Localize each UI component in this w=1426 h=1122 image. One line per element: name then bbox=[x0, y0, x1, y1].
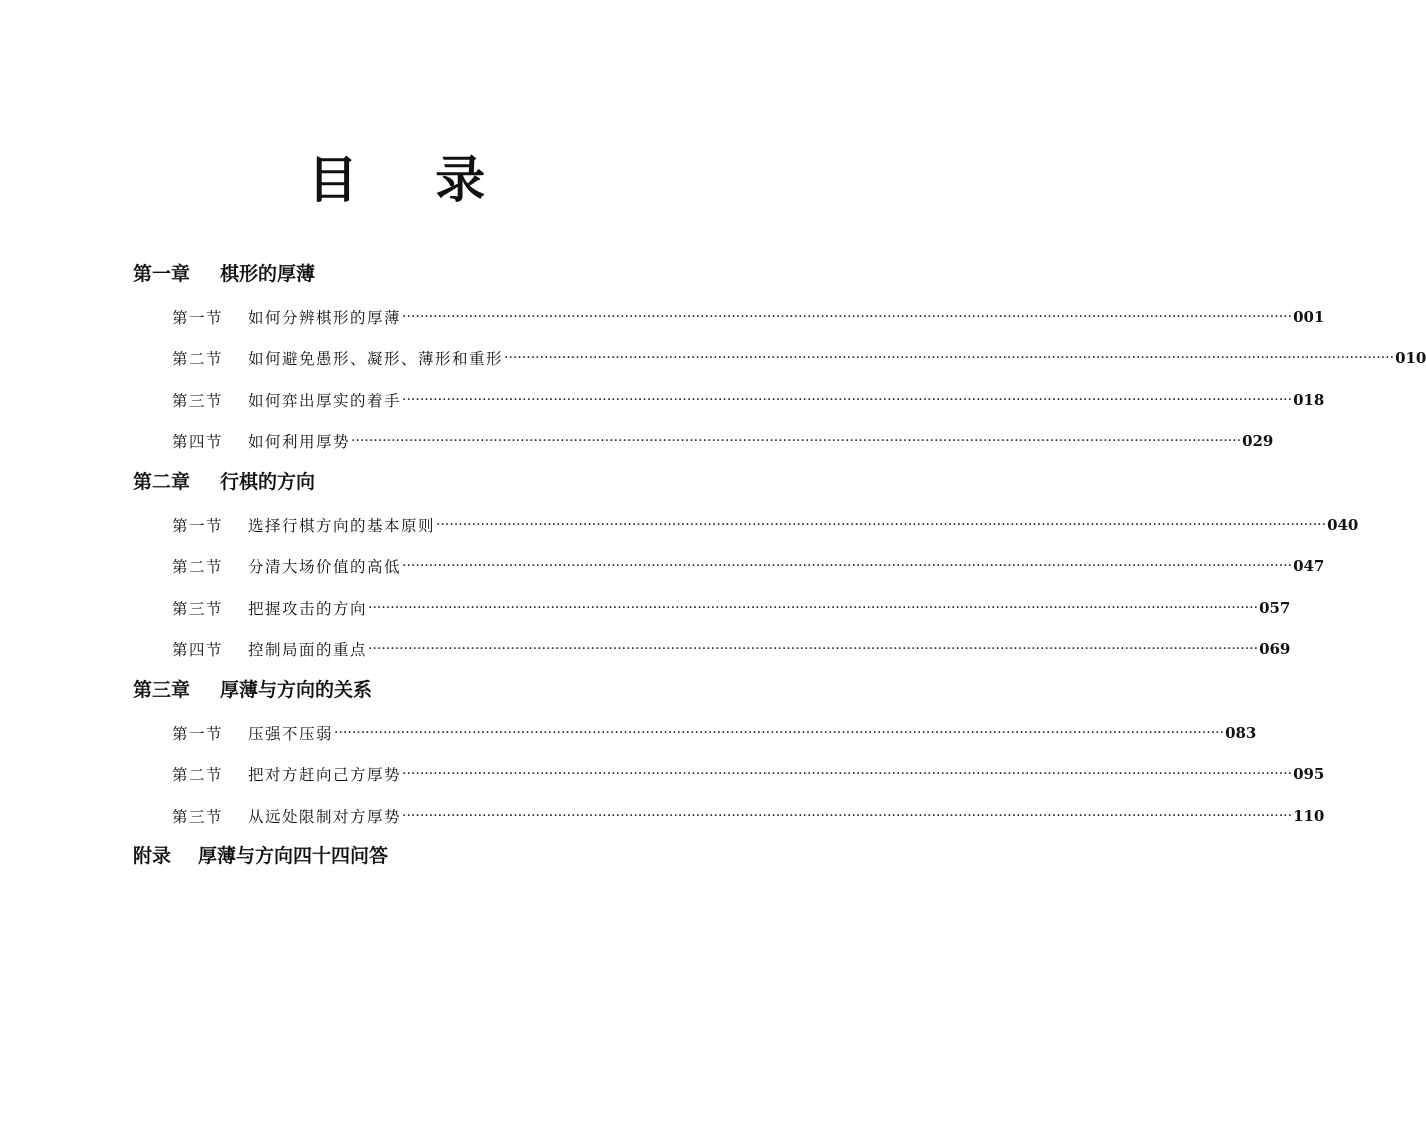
chapter-heading[interactable] bbox=[0, 670, 793, 706]
section-title: 从远处限制对方厚势 bbox=[248, 807, 402, 826]
section-title: 把握攻击的方向 bbox=[248, 599, 368, 618]
page-number: 095 bbox=[1293, 765, 1325, 784]
dot-leader: ········································································································································································································ bbox=[402, 391, 1293, 408]
toc-entry[interactable] bbox=[172, 379, 1325, 421]
toc-entry[interactable] bbox=[172, 629, 1291, 671]
section-title: 如何分辨棋形的厚薄 bbox=[248, 308, 402, 327]
page-number: 010 bbox=[1395, 349, 1426, 368]
dot-leader: ········································································································································································································ bbox=[351, 433, 1242, 450]
table-of-contents bbox=[0, 254, 1426, 879]
dot-leader: ········································································································································································································ bbox=[368, 641, 1259, 658]
page-number: 083 bbox=[1225, 723, 1257, 742]
section-number: 第四节 bbox=[172, 433, 224, 452]
toc-entry[interactable] bbox=[172, 795, 1325, 837]
appendix-heading[interactable] bbox=[0, 837, 793, 873]
dot-leader: ········································································································································································································ bbox=[402, 807, 1293, 824]
section-number: 第一节 bbox=[172, 516, 224, 535]
dot-leader: ········································································································································································································ bbox=[436, 516, 1327, 533]
page-number: 110 bbox=[1293, 806, 1325, 825]
toc-entry[interactable] bbox=[172, 546, 1325, 588]
toc-entry[interactable] bbox=[172, 712, 1257, 754]
chapter-title: 棋形的厚薄 bbox=[220, 262, 316, 285]
page-number: 029 bbox=[1242, 432, 1274, 451]
page-title: 目 录 bbox=[307, 150, 516, 209]
section-title: 选择行棋方向的基本原则 bbox=[248, 516, 436, 535]
section-number: 第二节 bbox=[172, 766, 224, 785]
chapter-heading[interactable] bbox=[0, 254, 793, 290]
chapter-heading[interactable] bbox=[0, 462, 793, 498]
chapter-title: 行棋的方向 bbox=[220, 470, 316, 493]
section-number: 第三节 bbox=[172, 599, 224, 618]
section-number: 第二节 bbox=[172, 558, 224, 577]
section-number: 第一节 bbox=[172, 308, 224, 327]
chapter-number: 第三章 bbox=[133, 678, 191, 701]
chapter-number: 第一章 bbox=[133, 262, 191, 285]
dot-leader: ········································································································································································································ bbox=[504, 350, 1395, 367]
appendix-label: 附录 bbox=[133, 845, 172, 867]
toc-entry[interactable] bbox=[172, 504, 1359, 546]
dot-leader: ········································································································································································································ bbox=[334, 724, 1225, 741]
section-title: 把对方赶向己方厚势 bbox=[248, 766, 402, 785]
dot-leader: ········································································································································································································ bbox=[402, 558, 1293, 575]
toc-entry[interactable] bbox=[172, 296, 1325, 338]
toc-entry[interactable] bbox=[172, 587, 1291, 629]
appendix-title: 厚薄与方向四十四问答 bbox=[198, 845, 389, 867]
toc-entry[interactable] bbox=[172, 421, 1274, 463]
section-number: 第一节 bbox=[172, 724, 224, 743]
section-title: 如何避免愚形、凝形、薄形和重形 bbox=[248, 350, 504, 369]
section-title: 压强不压弱 bbox=[248, 724, 334, 743]
section-title: 控制局面的重点 bbox=[248, 641, 368, 660]
chapter-number: 第二章 bbox=[133, 470, 191, 493]
toc-entry[interactable] bbox=[172, 754, 1325, 796]
section-number: 第二节 bbox=[172, 350, 224, 369]
page-number: 040 bbox=[1327, 515, 1359, 534]
section-title: 分清大场价值的高低 bbox=[248, 558, 402, 577]
page-number: 057 bbox=[1259, 598, 1291, 617]
page-number: 001 bbox=[1293, 307, 1325, 326]
page-number: 047 bbox=[1293, 557, 1325, 576]
section-title: 如何弈出厚实的着手 bbox=[248, 391, 402, 410]
section-number: 第四节 bbox=[172, 641, 224, 660]
chapter-title: 厚薄与方向的关系 bbox=[220, 678, 373, 701]
toc-entry[interactable] bbox=[172, 338, 1426, 380]
dot-leader: ········································································································································································································ bbox=[368, 599, 1259, 616]
page-number: 018 bbox=[1293, 390, 1325, 409]
section-number: 第三节 bbox=[172, 807, 224, 826]
section-number: 第三节 bbox=[172, 391, 224, 410]
section-title: 如何利用厚势 bbox=[248, 433, 351, 452]
dot-leader: ········································································································································································································ bbox=[402, 766, 1293, 783]
page-number: 069 bbox=[1259, 640, 1291, 659]
dot-leader: ········································································································································································································ bbox=[402, 308, 1293, 325]
